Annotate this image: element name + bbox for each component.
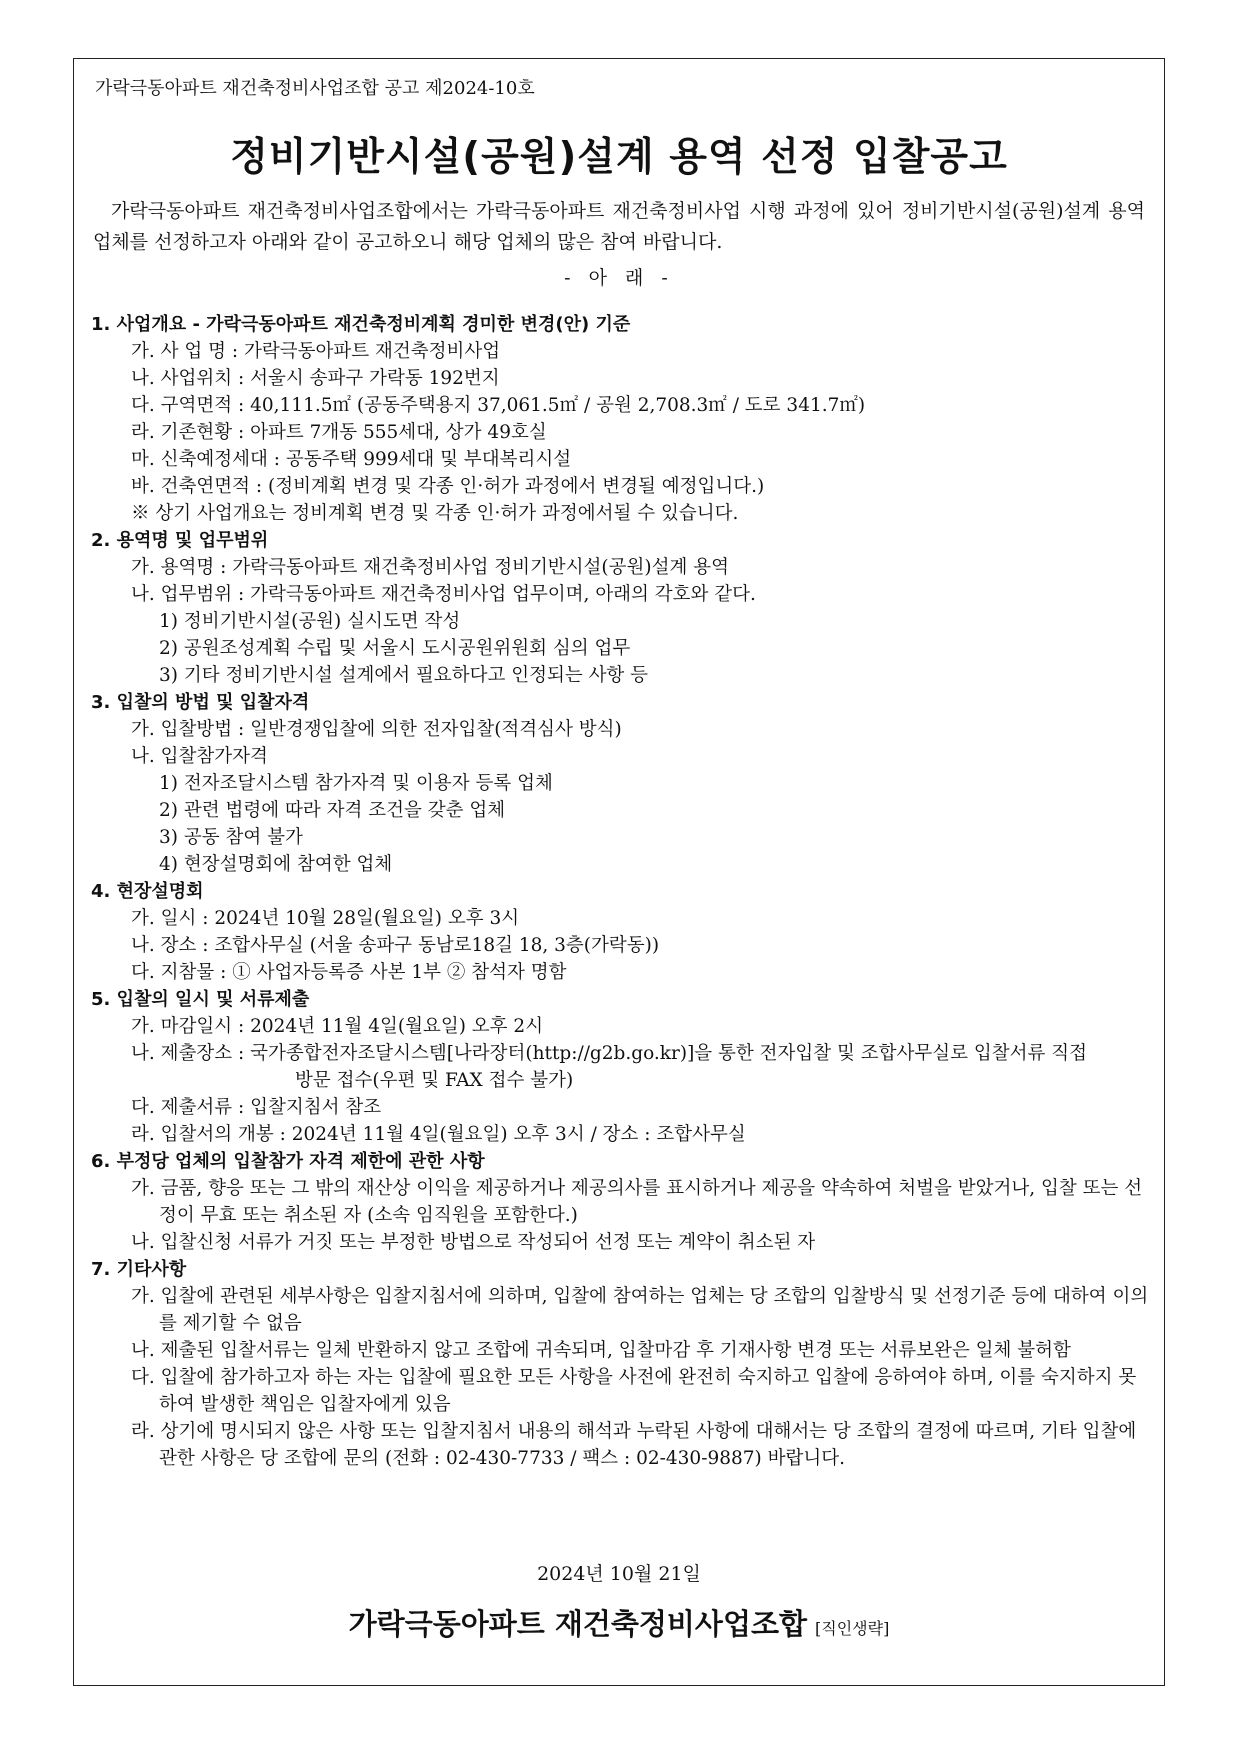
list-subitem: 1) 전자조달시스템 참가자격 및 이용자 등록 업체 xyxy=(159,773,553,794)
continuation-text: 방문 접수(우편 및 FAX 접수 불가) xyxy=(295,1070,574,1091)
list-note: ※ 상기 사업개요는 정비계획 변경 및 각종 인·허가 과정에서될 수 있습니다. xyxy=(131,503,739,524)
list-subitem: 3) 공동 참여 불가 xyxy=(159,827,303,848)
details-marker: - 아 래 - xyxy=(564,267,674,289)
section-heading: 6. 부정당 업체의 입찰참가 자격 제한에 관한 사항 xyxy=(91,1151,485,1172)
list-subitem: 2) 관련 법령에 따라 자격 조건을 갖춘 업체 xyxy=(159,800,506,821)
list-item: 가. 금품, 향응 또는 그 밖의 재산상 이익을 제공하거나 제공의사를 표시하거나 제공을 약속하여 처벌을 받았거나, 입찰 또는 선정이 무효 또는 취소된 자 (소속 임직원을 포함한다.) xyxy=(131,1178,1143,1226)
list-subitem: 3) 기타 정비기반시설 설계에서 필요하다고 인정되는 사항 등 xyxy=(159,665,649,686)
list-item: 라. 기존현황 : 아파트 7개동 555세대, 상가 49호실 xyxy=(131,422,547,443)
list-item: 나. 제출장소 : 국가종합전자조달시스템[나라장터(http://g2b.go.kr)]을 통한 전자입찰 및 조합사무실로 입찰서류 직접 xyxy=(131,1043,1088,1064)
intro-paragraph: 가락극동아파트 재건축정비사업조합에서는 가락극동아파트 재건축정비사업 시행 과정에 있어 정비기반시설(공원)설계 용역업체를 선정하고자 아래와 같이 공고하오니 해당 업체의 많은 참여 바랍니다. xyxy=(93,200,1145,253)
section-1 xyxy=(91,311,1151,527)
list-item: 나. 장소 : 조합사무실 (서울 송파구 동남로18길 18, 3층(가락동)) xyxy=(131,935,660,956)
seal-omitted: [직인생략] xyxy=(815,1619,890,1638)
list-item: 나. 입찰참가자격 xyxy=(131,746,268,767)
list-item: 가. 용역명 : 가락극동아파트 재건축정비사업 정비기반시설(공원)설계 용역 xyxy=(131,557,729,578)
section-heading: 5. 입찰의 일시 및 서류제출 xyxy=(91,989,310,1010)
list-item: 나. 입찰신청 서류가 거짓 또는 부정한 방법으로 작성되어 선정 또는 계약이 취소된 자 xyxy=(131,1232,816,1253)
section-heading: 1. 사업개요 - 가락극동아파트 재건축정비계획 경미한 변경(안) 기준 xyxy=(91,314,631,335)
list-item: 다. 제출서류 : 입찰지침서 참조 xyxy=(131,1097,382,1118)
section-4 xyxy=(91,878,1151,986)
section-2 xyxy=(91,527,1151,689)
section-3 xyxy=(91,689,1151,878)
section-heading: 3. 입찰의 방법 및 입찰자격 xyxy=(91,692,310,713)
list-item: 나. 사업위치 : 서울시 송파구 가락동 192번지 xyxy=(131,368,500,389)
list-item-continuation xyxy=(91,1067,1151,1094)
section-heading: 4. 현장설명회 xyxy=(91,881,204,902)
section-heading: 2. 용역명 및 업무범위 xyxy=(91,530,269,551)
list-item: 가. 마감일시 : 2024년 11월 4일(월요일) 오후 2시 xyxy=(131,1016,544,1037)
issuer-name: 가락극동아파트 재건축정비사업조합 xyxy=(348,1607,807,1641)
list-item: 나. 업무범위 : 가락극동아파트 재건축정비사업 업무이며, 아래의 각호와 같다. xyxy=(131,584,756,605)
signature-block xyxy=(73,1602,1165,1643)
list-item: 가. 입찰에 관련된 세부사항은 입찰지침서에 의하며, 입찰에 참여하는 업체는 당 조합의 입찰방식 및 선정기준 등에 대하여 이의를 제기할 수 없음 xyxy=(131,1286,1149,1334)
notice-number: 가락극동아파트 재건축정비사업조합 공고 제2024-10호 xyxy=(95,78,535,99)
list-item: 다. 입찰에 참가하고자 하는 자는 입찰에 필요한 모든 사항을 사전에 완전히 숙지하고 입찰에 응하여야 하며, 이를 숙지하지 못하여 발생한 책임은 입찰자에게 있음 xyxy=(131,1367,1137,1415)
list-subitem: 4) 현장설명회에 참여한 업체 xyxy=(159,854,393,875)
document-body xyxy=(91,311,1151,1472)
notice-date: 2024년 10월 21일 xyxy=(537,1563,701,1585)
section-6 xyxy=(91,1148,1151,1256)
list-item: 가. 입찰방법 : 일반경쟁입찰에 의한 전자입찰(적격심사 방식) xyxy=(131,719,622,740)
list-item: 가. 일시 : 2024년 10월 28일(월요일) 오후 3시 xyxy=(131,908,520,929)
list-item: 다. 구역면적 : 40,111.5㎡ (공동주택용지 37,061.5㎡ / 공원 2,708.3㎡ / 도로 341.7㎡) xyxy=(131,395,866,416)
list-subitem: 2) 공원조성계획 수립 및 서울시 도시공원위원회 심의 업무 xyxy=(159,638,631,659)
section-heading: 7. 기타사항 xyxy=(91,1259,187,1280)
list-item: 가. 사 업 명 : 가락극동아파트 재건축정비사업 xyxy=(131,341,501,362)
list-item: 바. 건축연면적 : (정비계획 변경 및 각종 인·허가 과정에서 변경될 예정입니다.) xyxy=(131,476,765,497)
section-7 xyxy=(91,1256,1151,1472)
list-subitem: 1) 정비기반시설(공원) 실시도면 작성 xyxy=(159,611,461,632)
document-title: 정비기반시설(공원)설계 용역 선정 입찰공고 xyxy=(230,135,1008,180)
list-item: 라. 상기에 명시되지 않은 사항 또는 입찰지침서 내용의 해석과 누락된 사항에 대해서는 당 조합의 결정에 따르며, 기타 입찰에 관한 사항은 당 조합에 문의 (전화 : 02-430-7733 / 팩스 : 02-430-9887) 바랍니다. xyxy=(131,1421,1137,1469)
section-5 xyxy=(91,986,1151,1148)
list-item: 마. 신축예정세대 : 공동주택 999세대 및 부대복리시설 xyxy=(131,449,572,470)
list-item: 나. 제출된 입찰서류는 일체 반환하지 않고 조합에 귀속되며, 입찰마감 후 기재사항 변경 또는 서류보완은 일체 불허함 xyxy=(131,1340,1071,1361)
list-item: 라. 입찰서의 개봉 : 2024년 11월 4일(월요일) 오후 3시 / 장소 : 조합사무실 xyxy=(131,1124,746,1145)
list-item: 다. 지참물 : ① 사업자등록증 사본 1부 ② 참석자 명함 xyxy=(131,962,567,983)
